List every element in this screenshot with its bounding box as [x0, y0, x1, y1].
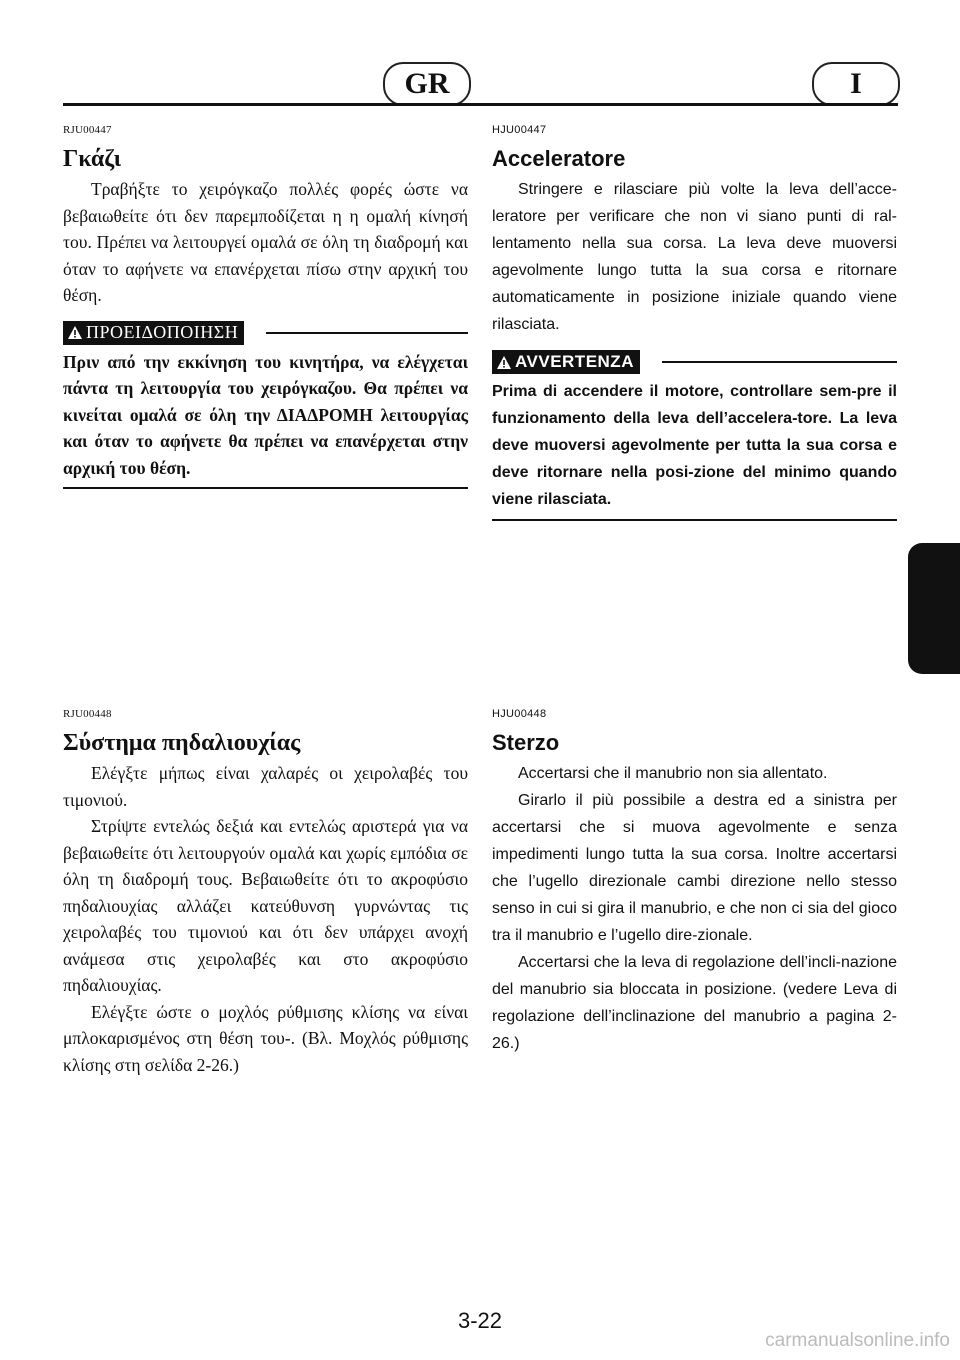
page-number: 3-22	[457, 1308, 503, 1333]
section-paragraph: Accertarsi che il manubrio non sia allentato.	[518, 765, 828, 782]
section-code: RJU00447	[63, 124, 112, 136]
section-title: Acceleratore	[492, 146, 626, 171]
warning-text: Πριν από την εκκίνηση του κινητήρα, να ελέγχεται πάντα τη λειτουργία του χειρόγκαζου. Θα πρέπει να κινείται ομαλά σε όλη την ΔΙΑΔΡΟΜΗ λειτουργίας και όταν το αφήνετε θα πρέπει να επανέρχεται στην αρχική του θέση.	[63, 351, 468, 478]
language-label-it: I	[812, 62, 900, 106]
language-label-gr: GR	[383, 62, 471, 106]
warning-icon	[67, 325, 83, 340]
watermark: carmanualsonline.info	[765, 1330, 950, 1351]
warning-rule	[266, 332, 468, 334]
section-body: Stringere e rilasciare più volte la leva dell’acce-leratore per verificare che non vi siano punti di ral-lentamento nella sua corsa. La leva deve muoversi agevolmente lungo tutta la sua corsa e ritornare automaticamente in posizione iniziale quando viene rilasciata.	[492, 181, 897, 333]
section-paragraph: Στρίψτε εντελώς δεξιά και εντελώς αριστερά για να βεβαιωθείτε ότι λειτουργούν ομαλά και χωρίς εμπόδια σε όλη τη διαδρομή τους. Βεβαιωθείτε ότι το ακροφύσιο πηδαλιουχίας αλλάζει κατεύθυνση γυρνώντας τις χειρολαβές του τιμονιού και ότι δεν υπάρχει ανοχή ανάμεσα στις χειρολαβές και στο ακροφύσιο πηδαλιουχίας.	[63, 816, 468, 995]
section-code: HJU00447	[492, 124, 547, 136]
warning-badge	[492, 350, 640, 374]
warning-icon	[496, 355, 512, 370]
section-body: Τραβήξτε το χειρόγκαζο πολλές φορές ώστε να βεβαιωθείτε ότι δεν παρεμποδίζεται η η ομαλή κίνησή του. Πρέπει να λειτουργεί ομαλά σε όλη τη διαδρομή και όταν το αφήνετε να επανέρχεται πίσω στην αρχική του θέση.	[63, 179, 468, 305]
warning-header	[492, 350, 897, 374]
header-rule	[63, 103, 898, 106]
warning-text: Prima di accendere il motore, controllare sem-pre il funzionamento della leva dell’accelera-tore. La leva deve muoversi agevolmente per tutta la sua corsa e deve ritornare nella posi-zione del minimo quando viene rilasciata.	[492, 383, 897, 508]
section-paragraph: Accertarsi che la leva di regolazione dell’incli-nazione del manubrio sia bloccata in posizione. (vedere Leva di regolazione dell’inclinazione del manubrio a pagina 2-26.)	[492, 954, 897, 1052]
warning-end-rule	[492, 519, 897, 521]
gr-section-steering	[63, 708, 468, 1078]
warning-header	[63, 321, 468, 345]
section-paragraph: Girarlo il più possibile a destra ed a sinistra per accertarsi che si muova agevolmente e senza impedimenti lungo tutta la sua corsa. Inoltre accertarsi che l’ugello direzionale cambi direzione nello stesso senso in cui si gira il manubrio, e che non ci sia del gioco tra il manubrio e l’ugello dire-zionale.	[492, 792, 897, 944]
gr-section-throttle	[63, 124, 468, 489]
warning-badge	[63, 321, 244, 345]
section-title: Σύστημα πηδαλιουχίας	[63, 730, 301, 756]
section-paragraph: Ελέγξτε ώστε ο μοχλός ρύθμισης κλίσης να είναι μπλοκαρισμένος στη θέση του-. (Βλ. Μοχλός ρύθμισης κλίσης στη σελίδα 2-26.)	[63, 1001, 468, 1075]
it-section-steering	[492, 708, 897, 1057]
warning-rule	[662, 361, 897, 363]
section-code: RJU00448	[63, 708, 112, 720]
warning-label: AVVERTENZA	[515, 352, 634, 371]
section-code: HJU00448	[492, 708, 547, 720]
warning-end-rule	[63, 487, 468, 489]
chapter-tab	[908, 543, 960, 674]
section-title: Γκάζι	[63, 146, 122, 172]
section-title: Sterzo	[492, 730, 560, 755]
it-section-throttle	[492, 124, 897, 521]
warning-label: ΠΡΟΕΙΔΟΠΟΙΗΣΗ	[86, 322, 239, 342]
section-paragraph: Ελέγξτε μήπως είναι χαλαρές οι χειρολαβές του τιμονιού.	[63, 763, 468, 810]
